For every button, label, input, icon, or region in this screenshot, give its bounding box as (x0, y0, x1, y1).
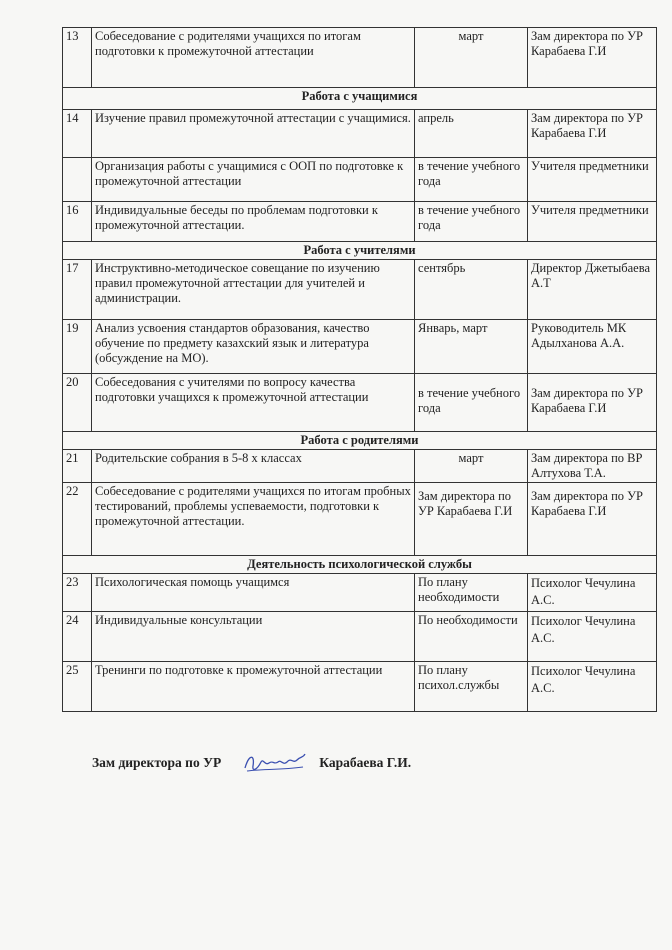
term-cell: март (415, 450, 528, 483)
row-number: 17 (63, 260, 92, 320)
section-title-teachers: Работа с учителями (63, 242, 657, 260)
section-title-parents: Работа с родителями (63, 432, 657, 450)
term-cell: сентябрь (415, 260, 528, 320)
table-row (63, 320, 657, 374)
row-number: 24 (63, 612, 92, 662)
activity-text: Тренинги по подготовке к промежуточной аттестации (92, 662, 415, 712)
term-cell: По плану психол.службы (415, 662, 528, 712)
row-number: 13 (63, 28, 92, 88)
term-cell: в течение учебного года (415, 158, 528, 202)
responsible-cell: Психолог Чечулина А.С. (528, 574, 657, 612)
table-row (63, 260, 657, 320)
row-number: 16 (63, 202, 92, 242)
handwritten-signature (241, 750, 311, 776)
responsible-cell: Зам директора по УР Карабаева Г.И (528, 483, 657, 556)
activity-text: Собеседование с родителями учащихся по итогам пробных тестирований, проблемы успеваемости, подготовки к промежуточной аттестации. (92, 483, 415, 556)
term-cell: Зам директора по УР Карабаева Г.И (415, 483, 528, 556)
table-row (63, 483, 657, 556)
term-cell: По плану необходимости (415, 574, 528, 612)
row-number: 22 (63, 483, 92, 556)
responsible-cell: Руководитель МК Адылханова А.А. (528, 320, 657, 374)
row-number: 25 (63, 662, 92, 712)
table-row (63, 110, 657, 158)
signer-position: Зам директора по УР (92, 755, 222, 770)
activity-text: Родительские собрания в 5-8 х классах (92, 450, 415, 483)
term-cell: в течение учебного года (415, 374, 528, 432)
table-row (63, 612, 657, 662)
section-row (63, 432, 657, 450)
activity-text: Анализ усвоения стандартов образования, качество обучение по предмету казахский язык и литература (обсуждение на МО). (92, 320, 415, 374)
row-number (63, 158, 92, 202)
activity-text: Инструктивно-методическое совещание по изучению правил промежуточной аттестации для учителей и администрации. (92, 260, 415, 320)
responsible-cell: Зам директора по УР Карабаева Г.И (528, 374, 657, 432)
table-row (63, 374, 657, 432)
table-row (63, 202, 657, 242)
activity-text: Индивидуальные беседы по проблемам подготовки к промежуточной аттестации. (92, 202, 415, 242)
activity-text: Психологическая помощь учащимся (92, 574, 415, 612)
plan-table (62, 27, 657, 712)
activity-text: Собеседование с родителями учащихся по итогам подготовки к промежуточной аттестации (92, 28, 415, 88)
signature-block (92, 750, 411, 776)
responsible-cell: Психолог Чечулина А.С. (528, 662, 657, 712)
table-row (63, 158, 657, 202)
table-row (63, 662, 657, 712)
table-row (63, 574, 657, 612)
activity-text: Организация работы с учащимися с ООП по подготовке к промежуточной аттестации (92, 158, 415, 202)
table-row (63, 450, 657, 483)
signer-name: Карабаева Г.И. (319, 755, 412, 770)
row-number: 23 (63, 574, 92, 612)
term-cell: в течение учебного года (415, 202, 528, 242)
section-row (63, 556, 657, 574)
activity-text: Изучение правил промежуточной аттестации с учащимися. (92, 110, 415, 158)
table-row (63, 28, 657, 88)
section-title-psych: Деятельность психологической службы (63, 556, 657, 574)
responsible-cell: Директор Джетыбаева А.Т (528, 260, 657, 320)
section-title-students: Работа с учащимися (63, 88, 657, 110)
row-number: 20 (63, 374, 92, 432)
row-number: 14 (63, 110, 92, 158)
term-cell: Январь, март (415, 320, 528, 374)
activity-text: Собеседования с учителями по вопросу качества подготовки учащихся к промежуточной аттестации (92, 374, 415, 432)
term-cell: март (415, 28, 528, 88)
term-cell: апрель (415, 110, 528, 158)
term-cell: По необходимости (415, 612, 528, 662)
activity-text: Индивидуальные консультации (92, 612, 415, 662)
responsible-cell: Учителя предметники (528, 202, 657, 242)
responsible-cell: Учителя предметники (528, 158, 657, 202)
responsible-cell: Зам директора по УР Карабаева Г.И (528, 110, 657, 158)
responsible-cell: Психолог Чечулина А.С. (528, 612, 657, 662)
section-row (63, 242, 657, 260)
section-row (63, 88, 657, 110)
row-number: 21 (63, 450, 92, 483)
row-number: 19 (63, 320, 92, 374)
responsible-cell: Зам директора по ВР Алтухова Т.А. (528, 450, 657, 483)
responsible-cell: Зам директора по УР Карабаева Г.И (528, 28, 657, 88)
